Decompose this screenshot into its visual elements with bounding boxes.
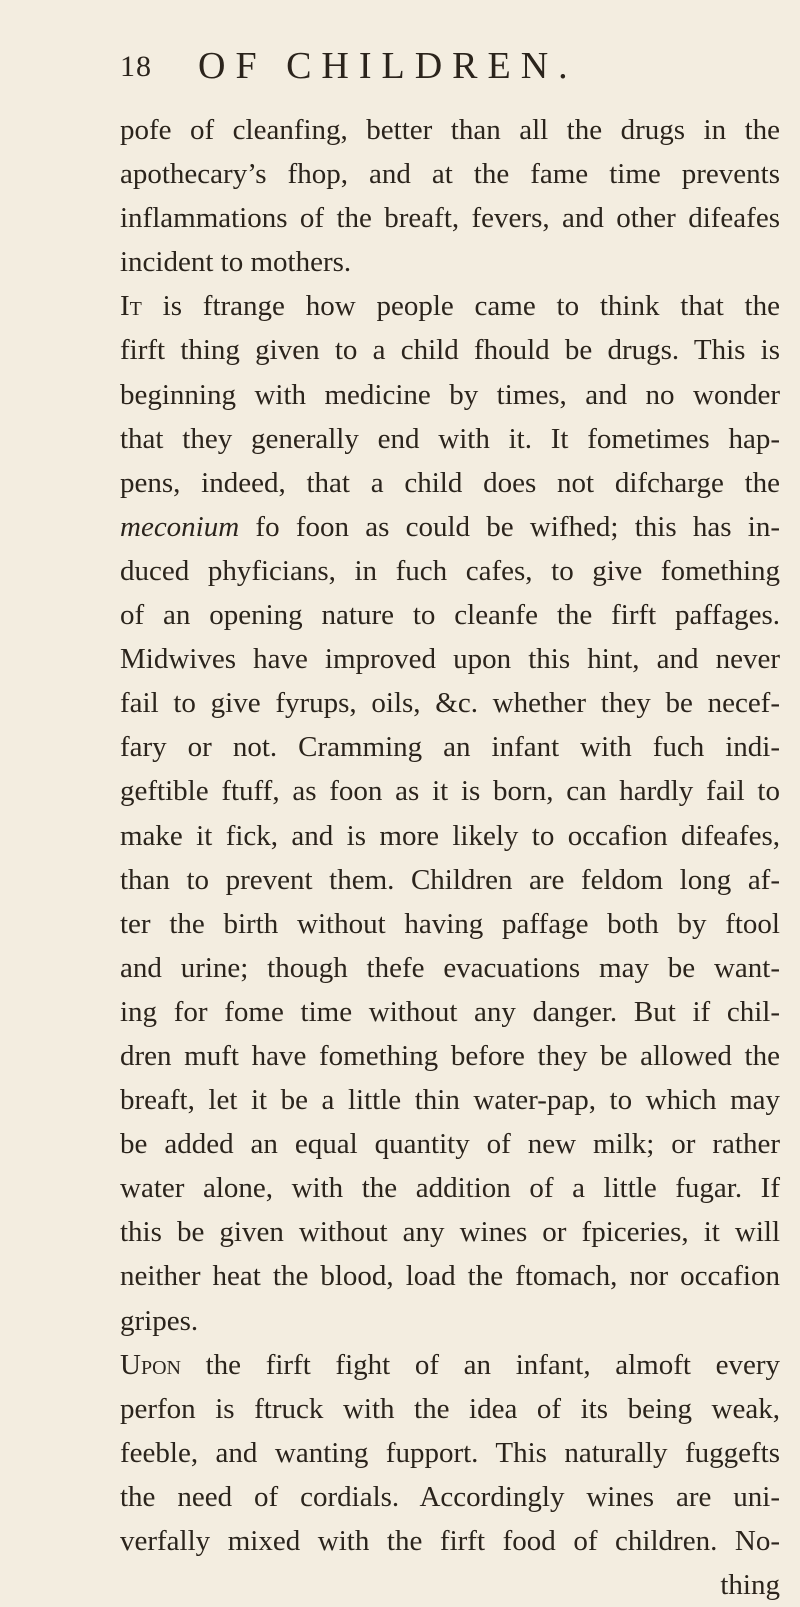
line-text: fail to give fyrups, oils, &c. whether they be necef- bbox=[120, 687, 780, 720]
text-line bbox=[120, 1034, 780, 1078]
line-text: this be given without any wines or fpiceries, it will bbox=[120, 1216, 780, 1249]
text-line bbox=[120, 1166, 780, 1210]
text-line bbox=[120, 284, 780, 328]
text-line bbox=[120, 1078, 780, 1122]
line-text: make it fick, and is more likely to occafion difeafes, bbox=[120, 819, 780, 852]
italic-term: meconium bbox=[120, 510, 240, 543]
text-line bbox=[120, 1519, 780, 1563]
text-line bbox=[120, 769, 780, 813]
text-line bbox=[120, 990, 780, 1034]
line-text: gripes. bbox=[120, 1304, 199, 1337]
text-line bbox=[120, 1431, 780, 1475]
line-text: geftible ftuff, as foon as it is born, can hardly fail to bbox=[120, 775, 780, 808]
line-text: duced phyficians, in fuch cafes, to give fomething bbox=[120, 554, 780, 587]
line-text: and urine; though thefe evacuations may be want- bbox=[120, 951, 780, 984]
text-line bbox=[120, 1122, 780, 1166]
line-text: is ftrange how people came to think that the bbox=[141, 290, 780, 323]
body-text bbox=[120, 108, 780, 1607]
text-line bbox=[120, 1210, 780, 1254]
text-line bbox=[120, 328, 780, 372]
text-line bbox=[120, 240, 780, 284]
line-text: dren muft have fomething before they be allowed the bbox=[120, 1039, 780, 1072]
text-line bbox=[120, 1254, 780, 1298]
line-text: ing for fome time without any danger. But if chil- bbox=[120, 995, 780, 1028]
text-line bbox=[120, 1343, 780, 1387]
text-line bbox=[120, 373, 780, 417]
line-text: fo foon as could be wifhed; this has in- bbox=[239, 510, 780, 543]
text-line bbox=[120, 196, 780, 240]
text-line bbox=[120, 946, 780, 990]
line-text: verfally mixed with the firft food of children. No- bbox=[120, 1525, 780, 1557]
line-text: beginning with medicine by times, and no wonder bbox=[120, 378, 780, 411]
running-head: OF CHILDREN. bbox=[198, 45, 578, 87]
text-line bbox=[120, 417, 780, 461]
line-text: breaft, let it be a little thin water-pap, to which may bbox=[120, 1084, 780, 1117]
text-line bbox=[120, 1387, 780, 1431]
page-number: 18 bbox=[120, 50, 152, 83]
line-text: perfon is ftruck with the idea of its being weak, bbox=[120, 1392, 780, 1425]
text-line bbox=[120, 858, 780, 902]
text-line bbox=[120, 152, 780, 196]
line-text: of an opening nature to cleanfe the firft paffages. bbox=[120, 599, 780, 632]
line-text: pens, indeed, that a child does not difcharge the bbox=[120, 466, 780, 499]
catchword: thing bbox=[720, 1569, 780, 1602]
line-text: than to prevent them. Children are feldom long af- bbox=[120, 863, 780, 896]
line-text: pofe of cleanfing, better than all the drugs in the bbox=[120, 114, 780, 146]
text-line bbox=[120, 725, 780, 769]
text-line bbox=[120, 505, 780, 549]
text-line bbox=[120, 593, 780, 637]
text-line bbox=[120, 108, 780, 152]
line-text: ter the birth without having paffage both by ftool bbox=[120, 907, 780, 940]
text-line bbox=[120, 681, 780, 725]
text-line bbox=[120, 1299, 780, 1343]
line-text: Midwives have improved upon this hint, and never bbox=[120, 643, 780, 676]
line-text: firft thing given to a child fhould be drugs. This is bbox=[120, 334, 780, 367]
text-line bbox=[120, 1475, 780, 1519]
text-line bbox=[120, 549, 780, 593]
line-text: feeble, and wanting fupport. This naturally fuggefts bbox=[120, 1436, 780, 1469]
line-text: the need of cordials. Accordingly wines are uni- bbox=[120, 1480, 780, 1513]
paragraph-lead-word: It bbox=[120, 290, 142, 323]
line-text: be added an equal quantity of new milk; or rather bbox=[120, 1128, 780, 1161]
text-line bbox=[120, 637, 780, 681]
paragraph-lead-word: Upon bbox=[120, 1348, 181, 1381]
text-line bbox=[120, 461, 780, 505]
line-text: the firft fight of an infant, almoft every bbox=[180, 1348, 780, 1381]
line-text: neither heat the blood, load the ftomach, nor occafion bbox=[120, 1260, 780, 1293]
line-text: water alone, with the addition of a little fugar. If bbox=[120, 1172, 780, 1205]
text-line bbox=[120, 814, 780, 858]
line-text: inflammations of the breaft, fevers, and other difeafes bbox=[120, 202, 780, 235]
page-header bbox=[120, 44, 760, 94]
line-text: apothecary’s fhop, and at the fame time prevents bbox=[120, 158, 780, 191]
line-text: incident to mothers. bbox=[120, 246, 352, 279]
line-text: that they generally end with it. It fometimes hap- bbox=[120, 422, 780, 455]
text-line bbox=[120, 902, 780, 946]
line-text: fary or not. Cramming an infant with fuch indi- bbox=[120, 731, 780, 764]
